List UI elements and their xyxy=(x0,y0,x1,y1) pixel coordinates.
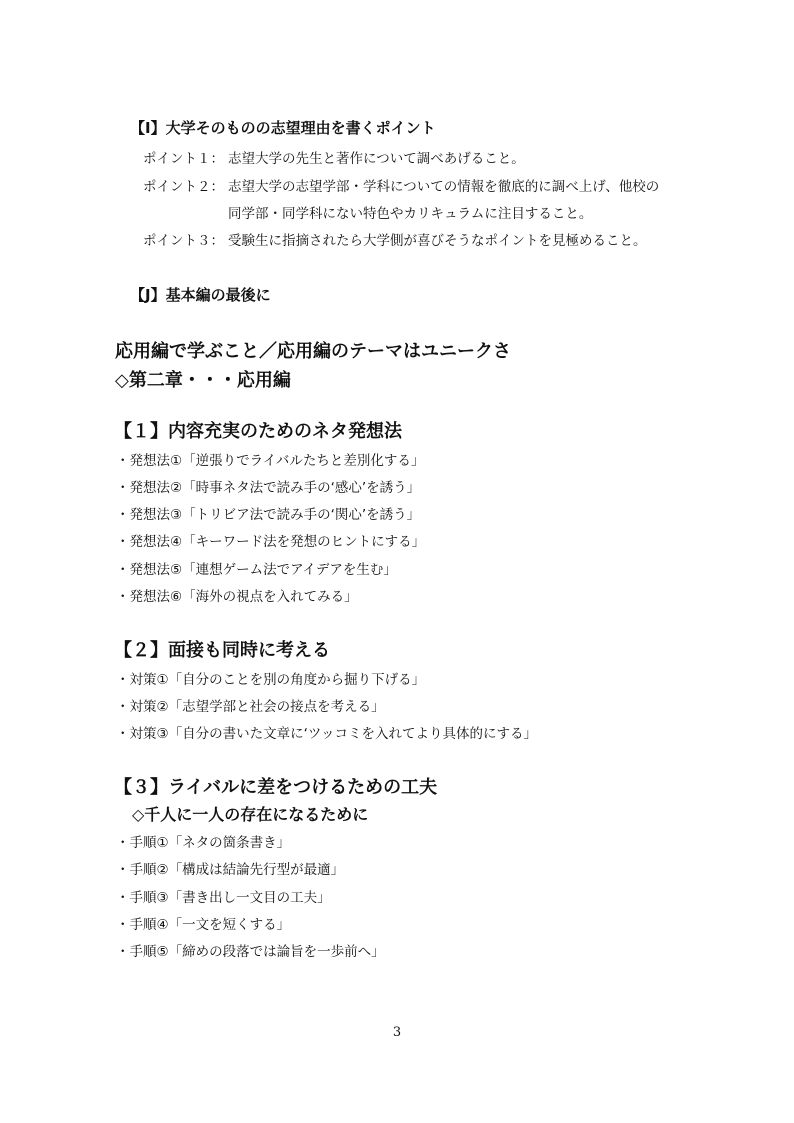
list-item: ・手順②「構成は結論先行型が最適」 xyxy=(116,862,345,878)
list-item: ・手順③「書き出し一文目の工夫」 xyxy=(116,890,331,906)
list-item: ・発想法⑤「連想ゲーム法でアイデアを生む」 xyxy=(116,562,397,578)
list-item: ・発想法②「時事ネタ法で読み手の‘感心’を誘う」 xyxy=(116,480,421,496)
section-2-title: 【２】面接も同時に考える xyxy=(114,640,330,661)
list-item: ・手順①「ネタの箇条書き」 xyxy=(116,835,291,851)
heading-i: 【I】大学そのものの志望理由を書くポイント xyxy=(130,119,436,137)
point-2-label: ポイント２： xyxy=(143,179,224,195)
applied-heading-2: ◇第二章・・・応用編 xyxy=(115,370,291,391)
list-item: ・発想法④「キーワード法を発想のヒントにする」 xyxy=(116,534,426,550)
point-2-text-line-2: 同学部・同学科にない特色やカリキュラムに注目すること。 xyxy=(228,206,593,222)
section-3-title: 【３】ライバルに差をつけるための工夫 xyxy=(114,777,438,798)
list-item: ・発想法⑥「海外の視点を入れてみる」 xyxy=(116,589,358,605)
list-item: ・手順④「一文を短くする」 xyxy=(116,917,291,933)
section-1-title: 【１】内容充実のためのネタ発想法 xyxy=(114,421,402,442)
list-item: ・対策③「自分の書いた文章に‘ツッコミを入れてより具体的にする」 xyxy=(116,726,537,742)
list-item: ・発想法①「逆張りでライバルたちと差別化する」 xyxy=(116,453,425,469)
heading-j: 【J】基本編の最後に xyxy=(130,286,271,304)
point-3-label: ポイント３： xyxy=(143,233,224,249)
page-number: 3 xyxy=(392,1025,402,1040)
list-item: ・対策②「志望学部と社会の接点を考える」 xyxy=(116,699,385,715)
point-3-text: 受験生に指摘されたら大学側が喜びそうなポイントを見極めること。 xyxy=(228,233,647,249)
list-item: ・発想法③「トリビア法で読み手の‘関心’を誘う」 xyxy=(116,507,421,523)
applied-heading-1: 応用編で学ぶこと／応用編のテーマはユニークさ xyxy=(115,341,511,362)
point-1-label: ポイント１： xyxy=(143,151,224,167)
point-1-text: 志望大学の先生と著作について調べあげること。 xyxy=(228,151,525,167)
list-item: ・対策①「自分のことを別の角度から掘り下げる」 xyxy=(116,672,426,688)
list-item: ・手順⑤「締めの段落では論旨を一歩前へ」 xyxy=(116,944,385,960)
section-3-subtitle: ◇千人に一人の存在になるために xyxy=(132,805,369,824)
point-2-text-line-1: 志望大学の志望学部・学科についての情報を徹底的に調べ上げ、他校の xyxy=(228,179,660,195)
